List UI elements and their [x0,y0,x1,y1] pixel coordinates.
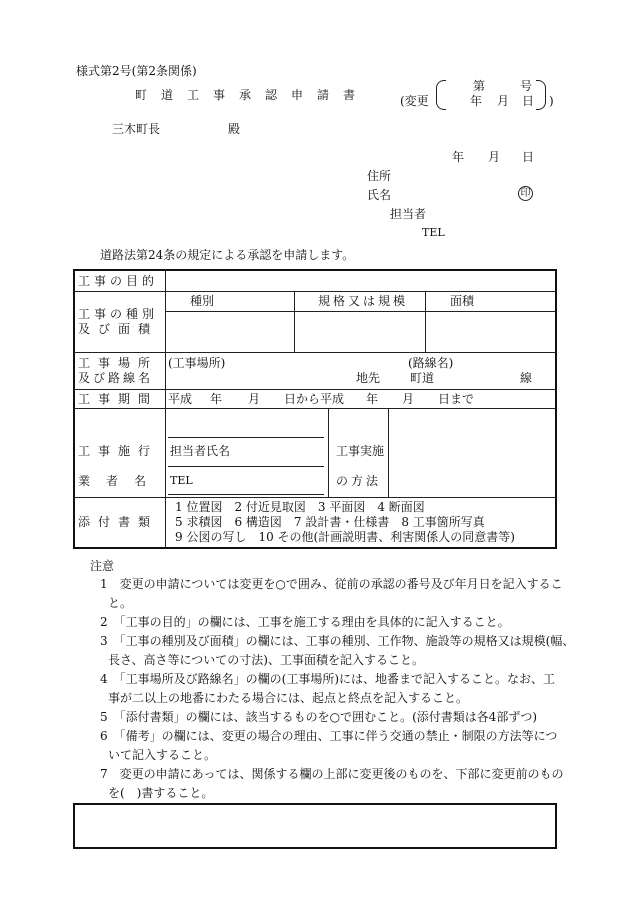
date-year: 年 [452,150,465,164]
tel-label: TEL [422,226,445,239]
place-label: 工事場所 [78,356,159,370]
form-number: 様式第2号(第2条関係) [76,64,197,78]
notes-list [100,575,575,803]
change-close: ) [549,94,554,108]
period-heisei: 平成 [168,392,193,406]
sen: 線 [520,371,533,385]
note-line: 7 変更の申請にあっては、関係する欄の上部に変更後のものを、下部に変更前のもの [100,767,564,781]
attachments-line: 9 公図の写し 10 その他(計画説明書、利害関係人の同意書等) [175,530,515,544]
place-sub: (工事場所) [168,356,226,370]
contractor-person: 担当者氏名 [170,444,231,458]
note-item [100,708,560,727]
date-day: 日 [522,150,535,164]
purpose-label: 工事の目的 [78,274,159,288]
area-label: 及び面積 [78,322,159,336]
note-item [100,670,560,708]
intro-text: 道路法第24条の規定による承認を申請します。 [100,248,355,262]
change-year: 年 [470,94,483,108]
period-y2: 年 [366,392,379,406]
name-label: 氏名 [367,188,392,202]
attachments-label: 添付書類 [78,515,159,529]
attachments-line: 1 位置図 2 付近見取図 3 平面図 4 断面図 [175,500,425,514]
page-title: 町道工事承認申請書 [135,88,370,102]
contractor-label: 工事施行 [78,444,159,458]
note-line: 6 「備考」の欄には、変更の場合の理由、工事に伴う交通の禁止・制限の方法等につ [100,729,558,743]
col-type: 種別 [190,294,215,308]
note-line: 5 「添付書類」の欄には、該当するものを○で囲むこと。(添付書類は各4部ずつ) [100,710,538,724]
note-item [100,632,575,670]
note-item [100,765,564,803]
change-day: 日 [522,94,535,108]
note-item [100,575,563,613]
attachments-line: 5 求積図 6 構造図 7 設計書・仕様書 8 工事箇所写真 [175,515,485,529]
period-y1: 年 [210,392,223,406]
route-sub: (路線名) [408,356,454,370]
note-item [100,613,560,632]
period-label: 工事期間 [78,392,159,406]
honorific: 殿 [228,122,241,136]
remarks-box[interactable] [73,803,557,849]
note-line: 1 変更の申請については変更を○で囲み、従前の承認の番号及び年月日を記入するこ [100,577,563,591]
note-line: 事が二以上の地番にわたる場合には、起点と終点を記入すること。 [108,691,469,705]
note-line: を( )書すること。 [108,786,214,800]
seal-icon: 印 [518,186,533,201]
note-line: 3 「工事の種別及び面積」の欄には、工事の種別、工作物、施設等の規格又は規模(幅、 [100,634,575,648]
left-bracket [436,80,446,110]
contact-label: 担当者 [390,207,427,221]
period-m1: 月 [248,392,261,406]
change-label: (変更 [400,94,429,108]
col-area: 面積 [450,294,475,308]
type-label: 工事の種別 [78,307,159,321]
period-until: 日まで [438,392,475,406]
method-label2: の方法 [336,474,382,488]
chodo: 町道 [410,371,435,385]
change-go: 号 [520,79,533,93]
period-from: 日から平成 [284,392,345,406]
route-label: 及び路線名 [78,371,154,385]
right-bracket [536,80,546,110]
date-month: 月 [488,150,501,164]
note-line: いて記入すること。 [108,748,217,762]
col-spec: 規格又は規模 [318,294,409,308]
method-label: 工事実施 [336,444,385,458]
note-line: 2 「工事の目的」の欄には、工事を施工する理由を具体的に記入すること。 [100,615,510,629]
contractor-tel: TEL [170,474,193,487]
change-month: 月 [497,94,510,108]
note-item [100,727,560,765]
note-line: 4 「工事場所及び路線名」の欄の(工事場所)には、地番まで記入すること。なお、工 [100,672,556,686]
chisaki: 地先 [356,371,381,385]
contractor-label2: 業者名 [78,474,163,488]
addressee: 三木町長 [112,122,161,136]
note-line: と。 [108,596,133,610]
address-label: 住所 [367,169,392,183]
change-dai: 第 [473,79,486,93]
note-line: 長さ、高さ等についての寸法)、工事面積を記入すること。 [108,653,424,667]
period-m2: 月 [402,392,415,406]
notes-heading: 注意 [90,559,115,573]
